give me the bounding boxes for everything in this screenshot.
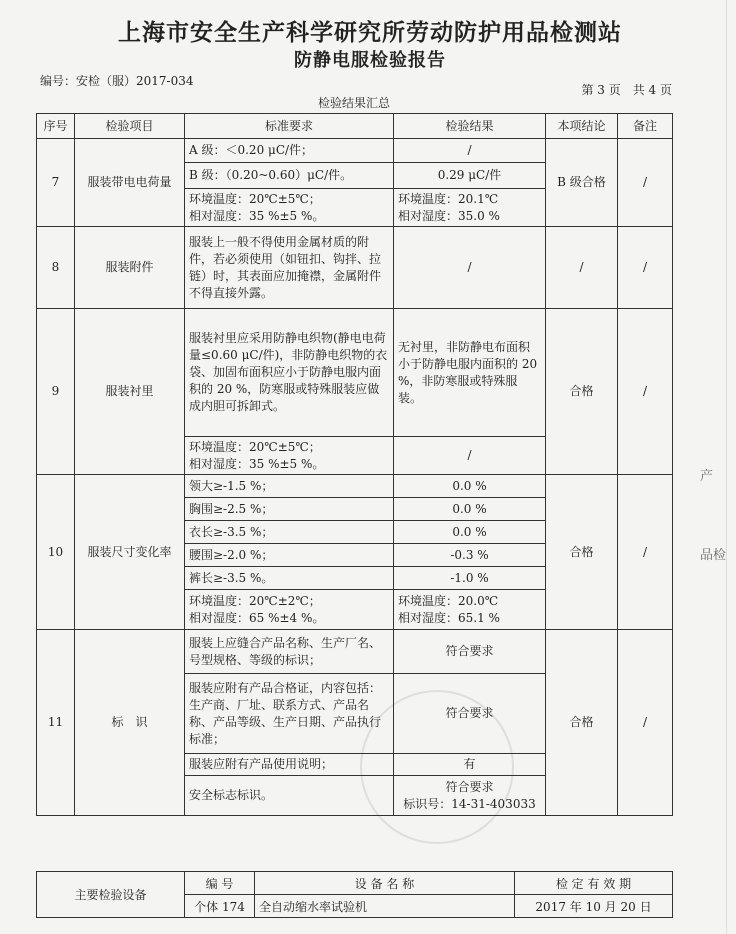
requirement-cell: A 级：＜0.20 μC/件； — [185, 139, 394, 163]
environment-requirement: 环境温度：20℃±5℃； 相对湿度：35 %±5 %。 — [185, 189, 394, 227]
table-row — [37, 475, 673, 498]
col-header-requirement: 标准要求 — [185, 114, 394, 139]
result-cell: / — [394, 139, 546, 163]
doc-number: 编号：安检（服）2017-034 — [40, 74, 194, 88]
equipment-col-valid: 检 定 有 效 期 — [515, 872, 673, 895]
item-name: 服装尺寸变化率 — [75, 475, 185, 630]
result-cell: / — [394, 227, 546, 309]
col-header-conclusion: 本项结论 — [546, 114, 618, 139]
conclusion-cell: 合格 — [546, 475, 618, 630]
result-cell: -0.3 % — [394, 544, 546, 567]
conclusion-cell: B 级合格 — [546, 139, 618, 227]
result-cell: 符合要求 — [394, 630, 546, 674]
requirement-cell: 服装应附有产品使用说明； — [185, 754, 394, 776]
requirement-cell: 衣长≥-3.5 %； — [185, 521, 394, 544]
adjacent-page-edge — [700, 465, 736, 615]
equipment-col-no: 编 号 — [185, 872, 255, 895]
environment-result: 环境温度：20.0℃ 相对湿度：65.1 % — [394, 590, 546, 630]
result-cell: 有 — [394, 754, 546, 776]
page-info: 第 3 页 共 4 页 — [581, 83, 672, 97]
table-row — [37, 227, 673, 309]
table-header-row — [37, 114, 673, 139]
requirement-cell: 服装应附有产品合格证，内容包括：生产商、厂址、联系方式、产品名称、产品等级、生产日期、产品执行标准； — [185, 674, 394, 754]
environment-result: / — [394, 437, 546, 475]
environment-requirement: 环境温度：20℃±5℃； 相对湿度：35 %±5 %。 — [185, 437, 394, 475]
result-cell: 符合要求 标识号：14-31-403033 — [394, 776, 546, 816]
item-name: 标 识 — [75, 630, 185, 816]
requirement-cell: B 级：（0.20~0.60）μC/件。 — [185, 163, 394, 189]
requirement-cell: 服装上一般不得使用金属材质的附件，若必须使用（如钮扣、钩拌、拉链）时，其表面应加掩襟，金属附件不得直接外露。 — [185, 227, 394, 309]
requirement-cell: 胸围≥-2.5 %； — [185, 498, 394, 521]
result-cell: 0.0 % — [394, 521, 546, 544]
table-row — [37, 309, 673, 437]
result-cell: -1.0 % — [394, 567, 546, 590]
col-header-result: 检验结果 — [394, 114, 546, 139]
remark-cell: / — [618, 139, 673, 227]
requirement-cell: 服装衬里应采用防静电织物(静电电荷量≤0.60 μC/件)，非防静电织物的衣袋、加固布面积应小于防静电服内面积的 20 %，防寒服或特殊服装应做成内胆可拆卸式。 — [185, 309, 394, 437]
table-row — [37, 139, 673, 163]
item-no: 9 — [37, 309, 75, 475]
equipment-col-name: 设 备 名 称 — [255, 872, 515, 895]
equipment-table — [36, 871, 673, 918]
equipment-valid-date: 2017 年 10 月 20 日 — [515, 895, 673, 918]
col-header-item: 检验项目 — [75, 114, 185, 139]
requirement-cell: 服装上应缝合产品名称、生产厂名、号型规格、等级的标识； — [185, 630, 394, 674]
item-name: 服装附件 — [75, 227, 185, 309]
requirement-cell: 腰围≥-2.0 %； — [185, 544, 394, 567]
result-cell: 0.29 μC/件 — [394, 163, 546, 189]
requirement-cell: 领大≥-1.5 %； — [185, 475, 394, 498]
col-header-remark: 备注 — [618, 114, 673, 139]
conclusion-cell: 合格 — [546, 309, 618, 475]
item-no: 11 — [37, 630, 75, 816]
remark-cell: / — [618, 227, 673, 309]
remark-cell: / — [618, 630, 673, 816]
item-no: 8 — [37, 227, 75, 309]
item-no: 7 — [37, 139, 75, 227]
item-name: 服装衬里 — [75, 309, 185, 475]
edge-text: 品检 — [700, 548, 727, 563]
item-name: 服装带电电荷量 — [75, 139, 185, 227]
environment-requirement: 环境温度：20℃±2℃； 相对湿度：65 %±4 %。 — [185, 590, 394, 630]
summary-title: 检验结果汇总 — [317, 96, 390, 110]
edge-text: 产 — [700, 469, 714, 484]
table-row — [37, 630, 673, 674]
equipment-label: 主要检验设备 — [37, 872, 185, 918]
result-cell: 符合要求 — [394, 674, 546, 754]
report-title: 防静电服检验报告 — [294, 50, 446, 71]
requirement-cell: 安全标志标识。 — [185, 776, 394, 816]
conclusion-cell: / — [546, 227, 618, 309]
item-no: 10 — [37, 475, 75, 630]
result-cell: 0.0 % — [394, 498, 546, 521]
remark-cell: / — [618, 475, 673, 630]
remark-cell: / — [618, 309, 673, 475]
col-header-no: 序号 — [37, 114, 75, 139]
requirement-cell: 裤长≥-3.5 %。 — [185, 567, 394, 590]
conclusion-cell: 合格 — [546, 630, 618, 816]
table-row — [37, 872, 673, 895]
results-table — [36, 113, 673, 816]
org-title: 上海市安全生产科学研究所劳动防护用品检测站 — [118, 19, 622, 46]
result-cell: 0.0 % — [394, 475, 546, 498]
equipment-name: 全自动缩水率试验机 — [255, 895, 515, 918]
result-cell: 无衬里，非防静电布面积小于防静电服内面积的 20 %，非防寒服或特殊服装。 — [394, 309, 546, 437]
equipment-no: 个体 174 — [185, 895, 255, 918]
environment-result: 环境温度：20.1℃ 相对湿度：35.0 % — [394, 189, 546, 227]
